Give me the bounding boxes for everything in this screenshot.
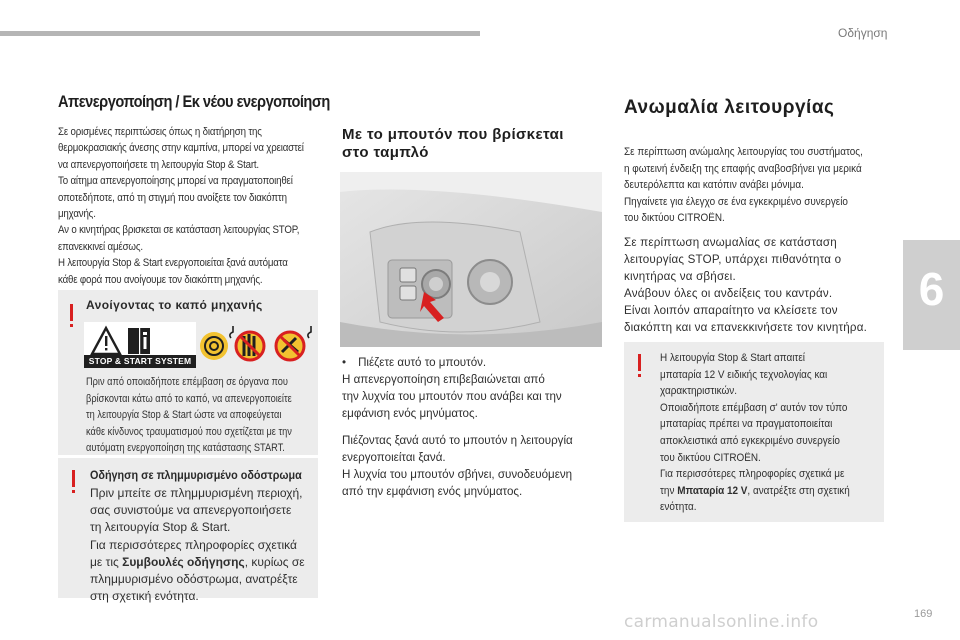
middle-heading bbox=[342, 126, 564, 162]
manual-book-icon bbox=[128, 328, 150, 354]
engine-hood-box bbox=[58, 290, 318, 455]
text-line: χαρακτηριστικών. bbox=[660, 385, 738, 398]
text-line: Σε περίπτωση ανωμαλίας σε κατάσταση bbox=[624, 236, 837, 249]
text-line: δευτερόλεπτα και κατόπιν ανάβει μόνιμα. bbox=[624, 179, 804, 192]
flooded-road-box bbox=[58, 458, 318, 604]
text-line: Πριν μπείτε σε πλημμυρισμένη περιοχή, bbox=[90, 486, 303, 500]
text-span: , κυρίως σε bbox=[244, 554, 305, 569]
left-heading: Απενεργοποίηση / Εκ νέου ενεργοποίηση bbox=[58, 92, 330, 111]
text-line: πλημμυρισμένο οδόστρωμα, ανατρέξτε bbox=[90, 572, 298, 587]
no-hand-icon bbox=[235, 331, 265, 361]
text-span: Πιέζετε αυτό το μπουτόν. bbox=[358, 356, 487, 369]
text-line: επανεκκινεί αμέσως. bbox=[58, 240, 143, 253]
text-line: θερμοκρασιακής άνεσης στην καμπίνα, μπορεί να χρειαστεί bbox=[58, 142, 304, 155]
text-line: να απενεργοποιήσετε τη λειτουργία Stop & Start. bbox=[58, 158, 259, 171]
text-line: την λυχνία του μπουτόν που ανάβει και την bbox=[342, 390, 562, 403]
text-line: αυτόματη ενεργοποίηση της κατάστασης START. bbox=[86, 442, 285, 455]
text-line: σας συνιστούμε να απενεργοποιήσετε bbox=[90, 503, 292, 518]
header-rule bbox=[0, 31, 480, 36]
text-line: Οποιαδήποτε επέμβαση σ' αυτόν τον τύπο bbox=[660, 401, 848, 414]
warning-icon bbox=[72, 470, 75, 487]
warning-icon bbox=[70, 304, 73, 321]
right-body-1 bbox=[624, 144, 894, 227]
text-line: Η λειτουργία Stop & Start ενεργοποιείται ξανά αυτόματα bbox=[58, 257, 288, 270]
text-line: από την εμφάνιση ενός μηνύματος. bbox=[342, 485, 523, 498]
text-line: λειτουργίας STOP, υπάρχει πιθανότητα ο bbox=[624, 253, 842, 266]
text-line: μπαταρία 12 V ειδικής τεχνολογίας και bbox=[660, 368, 828, 381]
text-span: την bbox=[660, 484, 678, 497]
text-line: Είναι λοιπόν απαραίτητο να κλείσετε τον bbox=[624, 304, 838, 317]
text-line: Ανάβουν όλες οι ανδείξεις του καντράν. bbox=[624, 287, 833, 300]
text-line: Πηγαίνετε για έλεγχο σε ένα εγκεκριμένο συνεργείο bbox=[624, 195, 848, 208]
text-line: Η λυχνία του μπουτόν σβήνει, συνοδευόμενη bbox=[342, 468, 573, 481]
text-line: ενότητα. bbox=[660, 501, 697, 514]
text-line: μπαταρίας πρέπει να πραγματοποιείται bbox=[660, 418, 833, 431]
text-line: Το αίτημα απενεργοποίησης μπορεί να πραγματοποιηθεί bbox=[58, 175, 293, 188]
text-line: διακόπτη και να επανεκκινήσετε τον κινητήρα. bbox=[624, 321, 868, 334]
heading-line: Με το μπουτόν που βρίσκεται bbox=[342, 126, 564, 143]
text-line: τη λειτουργία Stop & Start ώστε να αποφεύγεται bbox=[86, 409, 282, 422]
battery-box-text bbox=[660, 350, 882, 516]
bullet-icon: • bbox=[342, 356, 347, 369]
text-line bbox=[90, 554, 316, 571]
flood-box-title: Οδήγηση σε πλημμυρισμένο οδόστρωμα bbox=[90, 468, 302, 482]
text-line: Η απενεργοποίηση επιβεβαιώνεται από bbox=[342, 373, 545, 386]
text-line: κάθε κίνδυνος τραυματισμού που σχετίζεται με την bbox=[86, 425, 292, 438]
text-line: Για περισσότερες πληροφορίες σχετικά bbox=[90, 537, 297, 552]
right-heading: Ανωμαλία λειτουργίας bbox=[624, 97, 835, 118]
belt-hazard-icon bbox=[200, 332, 228, 360]
text-line: στη σχετική ενότητα. bbox=[90, 589, 199, 604]
spacer bbox=[342, 422, 604, 432]
text-line: η φωτεινή ένδειξη της επαφής αναβοσβήνει για μερικά bbox=[624, 162, 862, 175]
flood-box-text bbox=[90, 485, 316, 605]
text-line: του δικτύου CITROËN. bbox=[660, 451, 761, 464]
text-line bbox=[342, 354, 604, 371]
text-span: , ανατρέξτε στη σχετική bbox=[747, 484, 850, 497]
heading-line: στο ταμπλό bbox=[342, 144, 429, 161]
middle-body bbox=[342, 354, 604, 500]
text-line: Αν ο κινητήρας βρισκεται σε κατάσταση λειτουργίας STOP, bbox=[58, 224, 300, 237]
battery-link: Μπαταρία 12 V bbox=[677, 484, 748, 497]
text-line: κινητήρας να σβήσει. bbox=[624, 270, 736, 283]
driving-tips-link: Συμβουλές οδήγησης bbox=[122, 554, 245, 569]
text-line: Σε ορισμένες περιπτώσεις όπως η διατήρηση της bbox=[58, 126, 262, 138]
text-line: τη λειτουργία Stop & Start. bbox=[90, 520, 231, 535]
text-line: κάθε φορά που ανοίγουμε τον διακόπτη μηχανής. bbox=[58, 273, 263, 286]
text-line: βρίσκονται κάτω από το καπό, να απενεργοποιείτε bbox=[86, 392, 292, 405]
engine-box-text bbox=[86, 374, 316, 457]
text-line: Για περισσότερες πληροφορίες σχετικά με bbox=[660, 468, 845, 481]
text-line: εμφάνιση ενός μηνύματος. bbox=[342, 407, 478, 420]
right-body-2 bbox=[624, 234, 894, 336]
stop-start-system-label: STOP & START SYSTEM bbox=[84, 355, 196, 368]
engine-box-title: Ανοίγοντας το καπό μηχανής bbox=[86, 298, 263, 312]
page-number: 169 bbox=[914, 608, 933, 620]
no-tools-icon bbox=[275, 331, 305, 361]
dashboard-button-photo bbox=[340, 172, 602, 347]
text-line: αποκλειστικά από εγκεκριμένο συνεργείο bbox=[660, 434, 840, 447]
text-line bbox=[660, 483, 855, 500]
text-span: με τις bbox=[90, 554, 123, 569]
left-body bbox=[58, 124, 350, 288]
section-title: Οδήγηση bbox=[838, 26, 888, 40]
text-line: Πιέζοντας ξανά αυτό το μπουτόν η λειτουργία bbox=[342, 434, 573, 447]
text-line: ενεργοποιείται ξανά. bbox=[342, 451, 446, 464]
text-line: Σε περίπτωση ανώμαλης λειτουργίας του συστήματος, bbox=[624, 146, 863, 158]
chapter-number: 6 bbox=[918, 263, 945, 315]
text-line: Πριν από οποιαδήποτε επέμβαση σε όργανα που bbox=[86, 376, 288, 388]
battery-note-box bbox=[624, 342, 884, 522]
text-line: του δικτύου CITROËN. bbox=[624, 212, 725, 225]
warning-icon bbox=[638, 354, 641, 371]
text-line: Η λειτουργία Stop & Start απαιτεί bbox=[660, 352, 806, 364]
watermark: carmanualsonline.info bbox=[624, 612, 819, 632]
text-line: οποτεδήποτε, από τη στιγμή που ανοίξετε τον διακόπτη bbox=[58, 191, 287, 204]
text-line: μηχανής. bbox=[58, 208, 96, 221]
